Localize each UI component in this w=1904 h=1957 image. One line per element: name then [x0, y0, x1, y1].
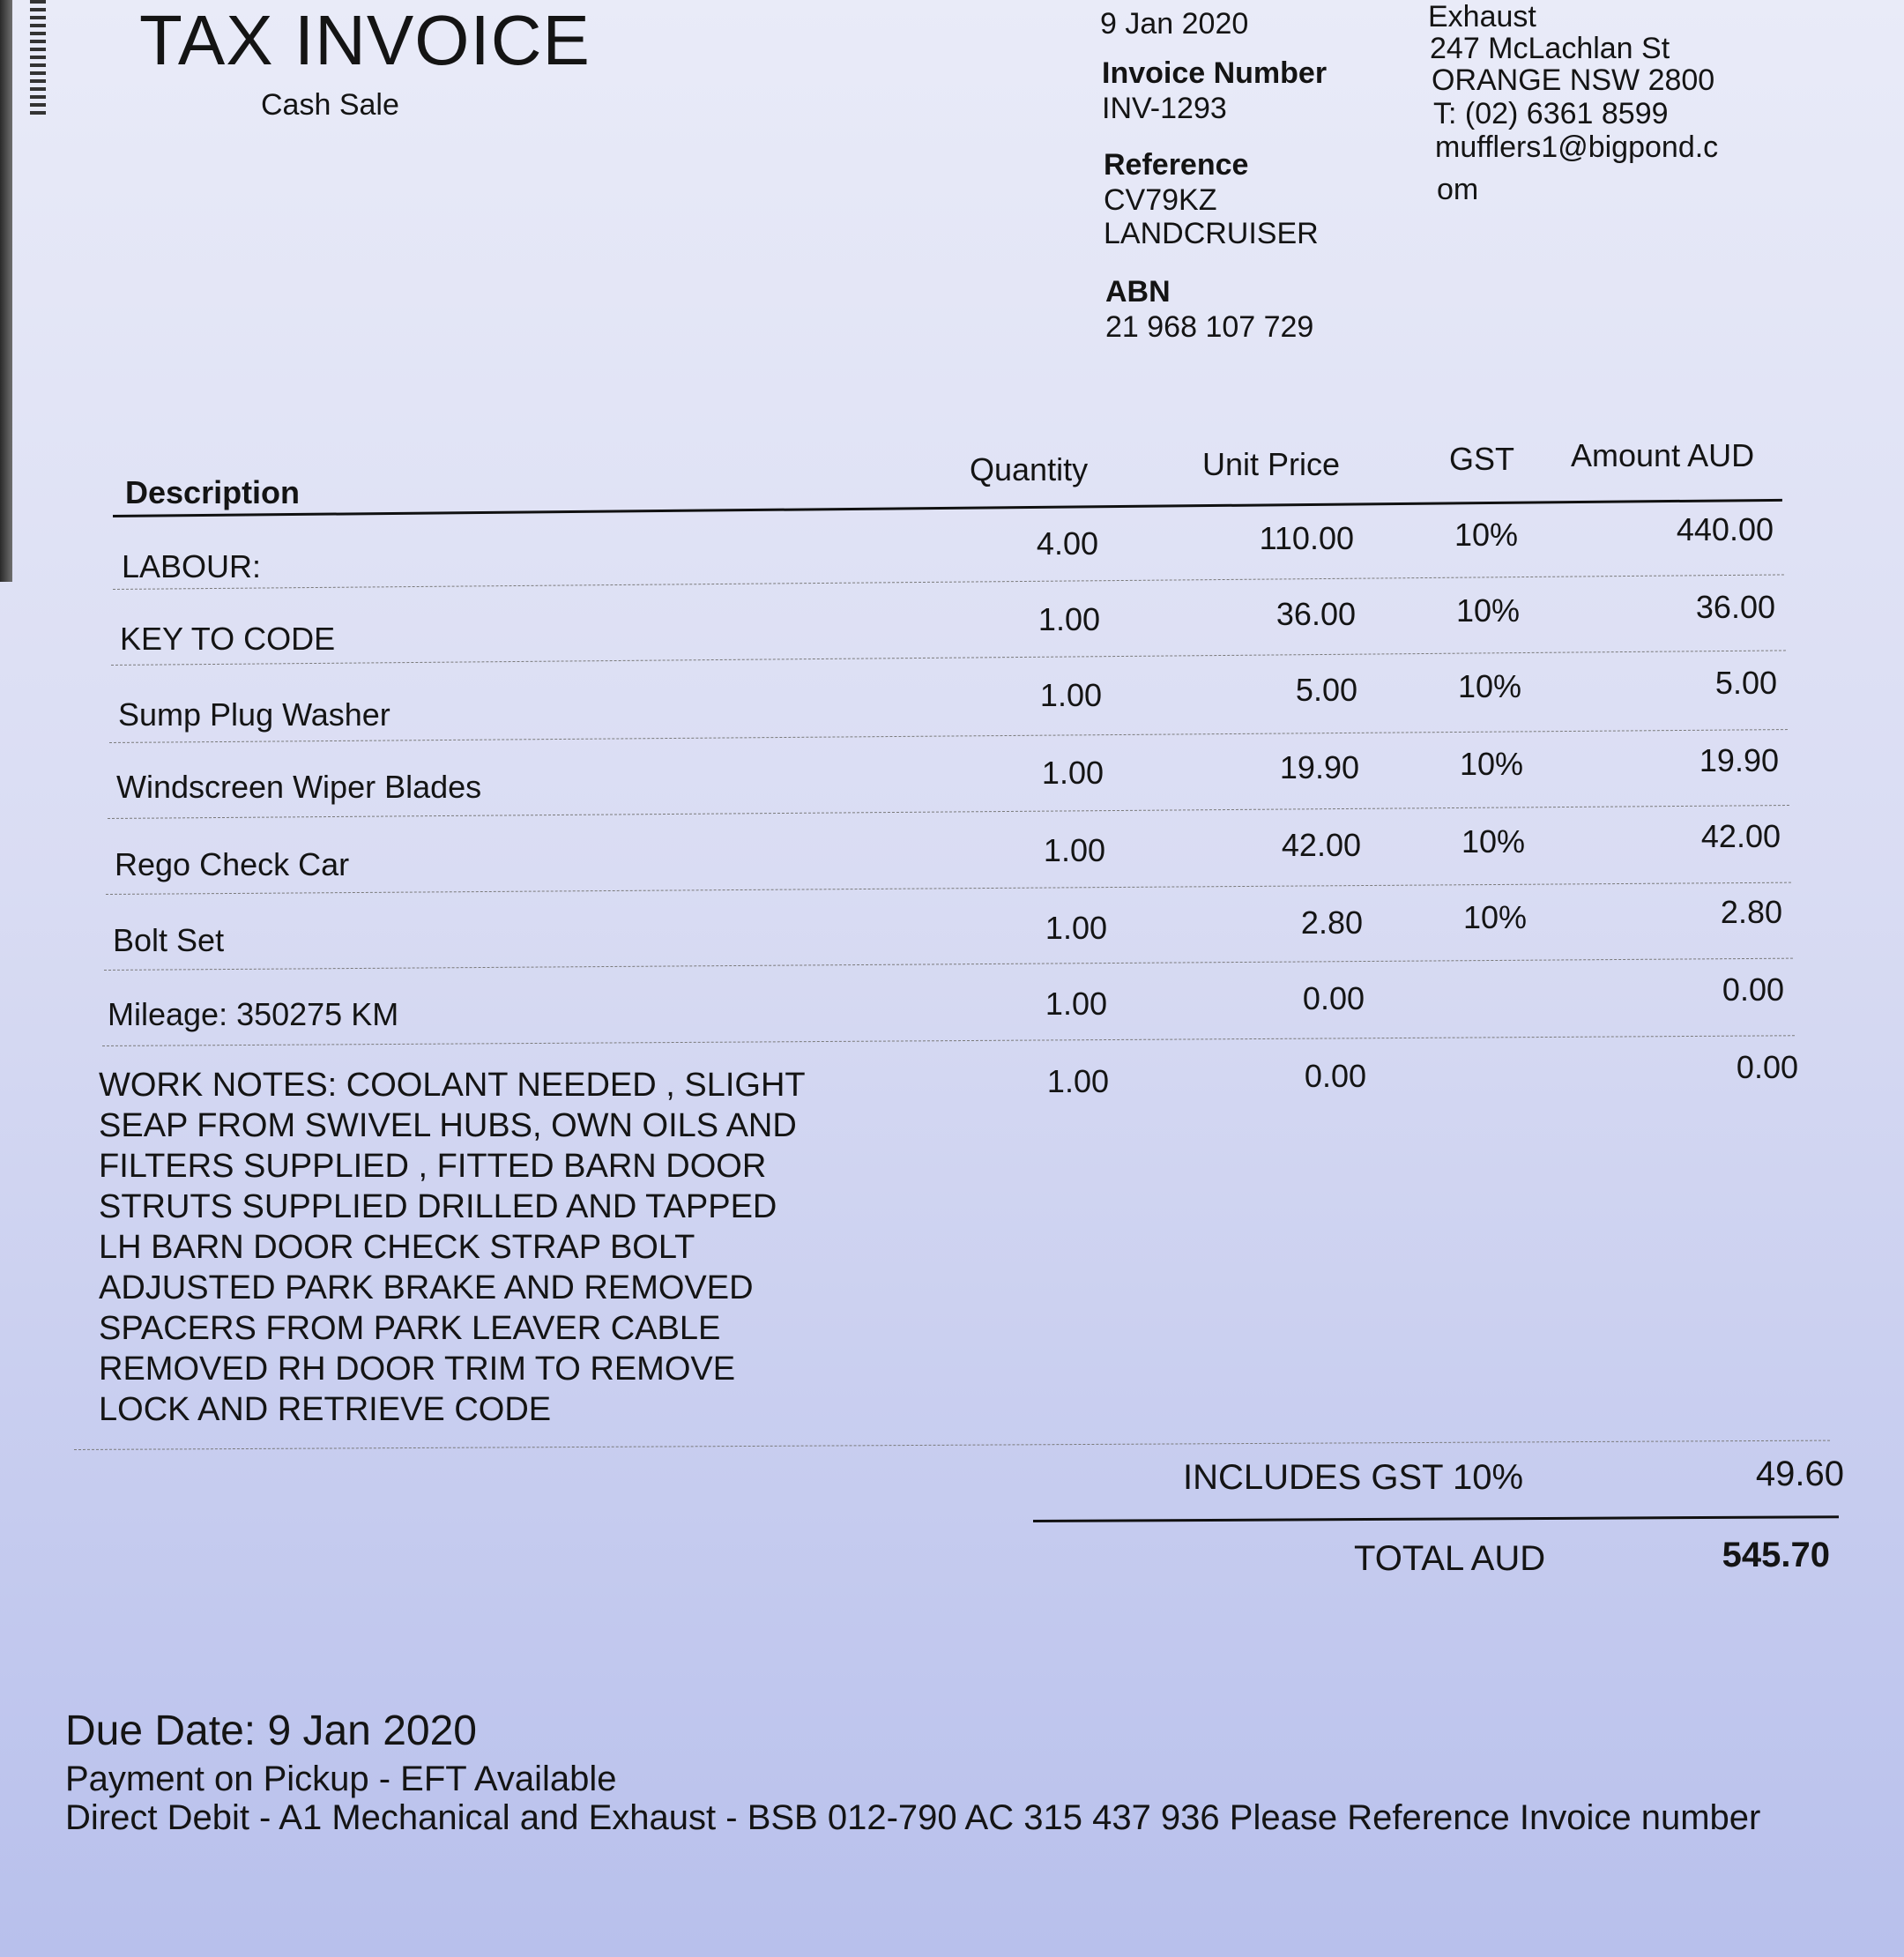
abn-label: ABN [1105, 275, 1171, 309]
sale-type: Cash Sale [261, 88, 399, 122]
item-quantity: 1.00 [1041, 755, 1104, 791]
item-description: Bolt Set [113, 922, 225, 958]
item-quantity: 1.00 [1038, 601, 1100, 637]
business-phone: T: (02) 6361 8599 [1433, 97, 1669, 130]
paper-edge [0, 0, 12, 582]
item-unit-price: 0.00 [1304, 1058, 1366, 1094]
header-rule [113, 499, 1782, 517]
col-amount: Amount AUD [1571, 437, 1755, 473]
item-description: Sump Plug Washer [118, 696, 390, 733]
item-quantity: 1.00 [1046, 1063, 1109, 1099]
invoice-number: INV-1293 [1102, 92, 1227, 125]
item-description: Rego Check Car [115, 846, 350, 882]
totals-rule [1033, 1515, 1839, 1522]
item-gst: 10% [1456, 592, 1521, 629]
invoice-number-label: Invoice Number [1102, 56, 1328, 90]
reference-line1: CV79KZ [1104, 183, 1217, 217]
row-divider [113, 574, 1784, 590]
row-divider [108, 805, 1789, 819]
item-amount: 2.80 [1720, 894, 1782, 930]
payment-terms: Payment on Pickup - EFT Available [65, 1760, 617, 1798]
item-amount: 19.90 [1699, 742, 1779, 778]
row-divider [106, 882, 1791, 895]
item-gst: 10% [1454, 517, 1519, 553]
row-divider [102, 1035, 1795, 1046]
row-divider [111, 650, 1786, 666]
row-divider [104, 958, 1793, 971]
business-city: ORANGE NSW 2800 [1432, 63, 1715, 97]
invoice-date: 9 Jan 2020 [1100, 7, 1249, 41]
gst-total-label: INCLUDES GST 10% [1183, 1458, 1524, 1497]
item-unit-price: 110.00 [1259, 520, 1354, 556]
item-amount: 5.00 [1714, 665, 1777, 701]
item-unit-price: 42.00 [1281, 827, 1361, 863]
barcode-strip [30, 0, 46, 115]
total-aud-label: TOTAL AUD [1354, 1539, 1546, 1578]
invoice-title: TAX INVOICE [139, 1, 591, 79]
business-email-cont: om [1437, 173, 1479, 206]
col-gst: GST [1449, 441, 1515, 477]
item-gst: 10% [1458, 668, 1522, 704]
item-amount: 0.00 [1736, 1049, 1798, 1085]
abn-value: 21 968 107 729 [1105, 310, 1314, 344]
item-description: Windscreen Wiper Blades [116, 769, 482, 805]
item-quantity: 1.00 [1039, 677, 1102, 713]
row-divider [74, 1440, 1830, 1450]
reference-line2: LANDCRUISER [1104, 217, 1319, 250]
direct-debit-details: Direct Debit - A1 Mechanical and Exhaust - BSB 012-790 AC 315 437 936 Please Reference Invoice number [65, 1798, 1761, 1837]
item-unit-price: 19.90 [1279, 749, 1359, 785]
item-gst: 10% [1463, 899, 1528, 935]
total-aud-value: 545.70 [1722, 1536, 1830, 1574]
work-notes: WORK NOTES: COOLANT NEEDED , SLIGHT SEAP FROM SWIVEL HUBS, OWN OILS AND FILTERS SUPPLIED , FITTED BARN DOOR STRUTS SUPPLIED DRILLED AND TAPPED LH BARN DOOR CHECK STRAP BOLT ADJUSTED PARK BRAKE AND REMOVED SPACERS FROM PARK LEAVER CABLE REMOVED RH DOOR TRIM TO REMOVE LOCK AND RETRIEVE CODE [99, 1067, 806, 1428]
business-email: mufflers1@bigpond.c [1435, 130, 1719, 164]
item-amount: 440.00 [1676, 511, 1774, 547]
item-description: Mileage: 350275 KM [108, 996, 399, 1032]
item-quantity: 1.00 [1045, 910, 1107, 946]
business-line1: Exhaust [1428, 0, 1536, 33]
col-description: Description [125, 474, 301, 510]
gst-total-value: 49.60 [1755, 1455, 1844, 1493]
item-unit-price: 0.00 [1302, 980, 1365, 1016]
item-unit-price: 5.00 [1295, 672, 1357, 708]
item-amount: 0.00 [1722, 971, 1784, 1008]
item-quantity: 1.00 [1043, 832, 1105, 868]
col-unit-price: Unit Price [1202, 446, 1341, 482]
item-unit-price: 36.00 [1276, 596, 1356, 632]
item-amount: 36.00 [1695, 589, 1775, 625]
item-quantity: 4.00 [1036, 525, 1098, 562]
item-gst: 10% [1460, 746, 1524, 782]
item-description: KEY TO CODE [120, 621, 336, 657]
item-amount: 42.00 [1700, 818, 1781, 854]
due-date: Due Date: 9 Jan 2020 [65, 1708, 477, 1754]
reference-label: Reference [1104, 148, 1249, 182]
item-unit-price: 2.80 [1300, 904, 1363, 941]
item-quantity: 1.00 [1045, 986, 1107, 1022]
col-quantity: Quantity [970, 451, 1089, 487]
item-gst: 10% [1461, 823, 1526, 859]
item-description: LABOUR: [122, 548, 262, 584]
business-address: 247 McLachlan St [1430, 32, 1670, 65]
